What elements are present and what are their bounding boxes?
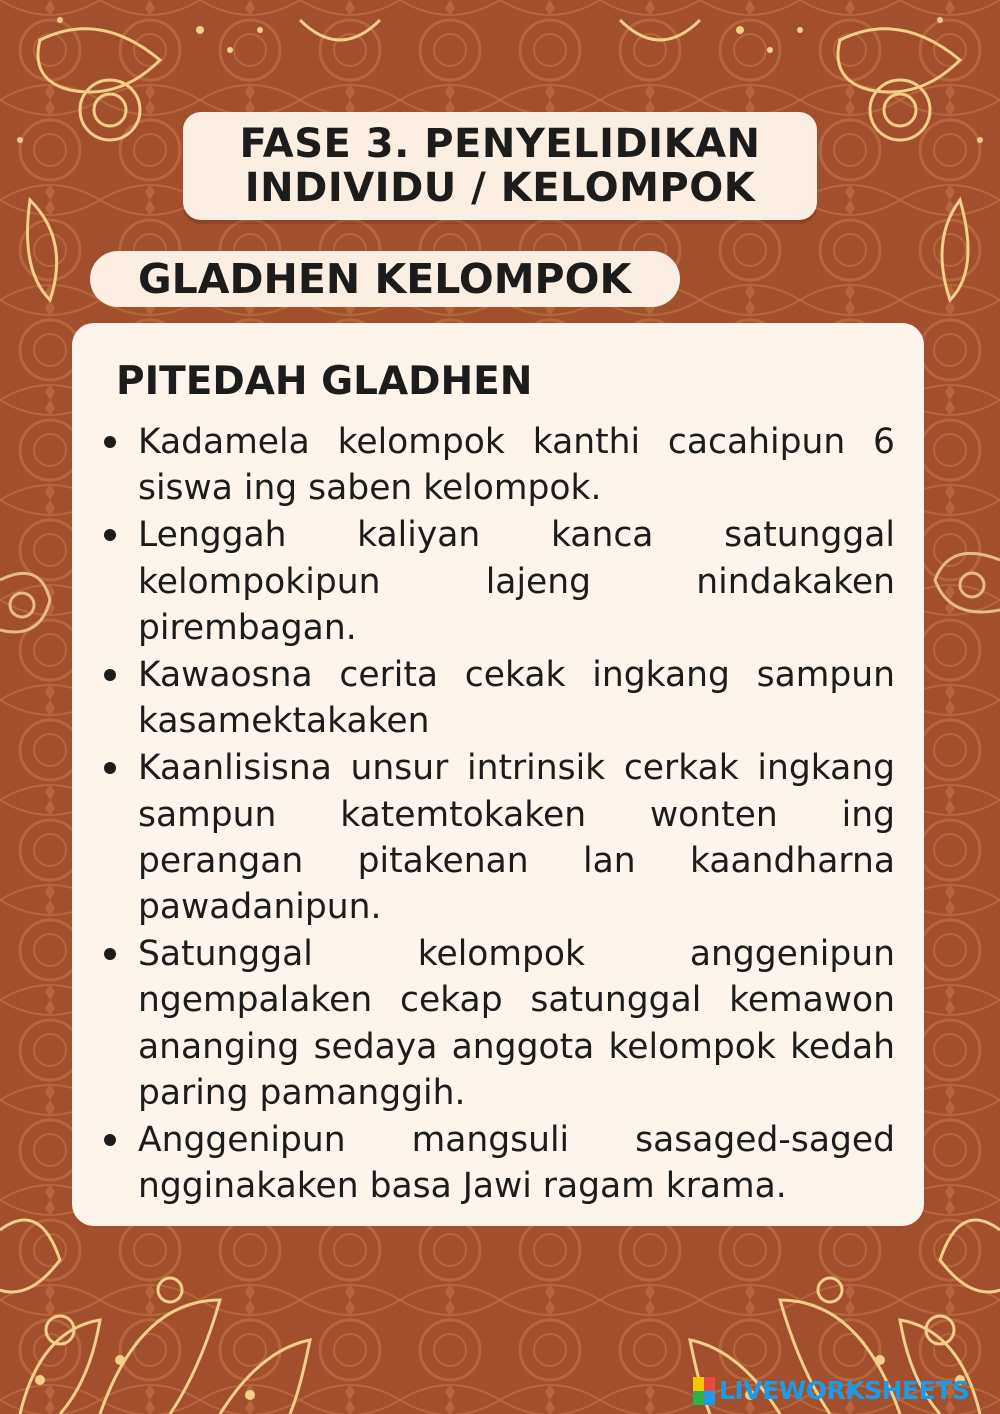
list-item-text: Anggenipun mangsuli sasaged-saged ngginakaken basa Jawi ragam krama. xyxy=(138,1120,895,1207)
instructions-list xyxy=(102,419,895,1210)
liveworksheets-watermark[interactable] xyxy=(693,1376,969,1406)
bullet-icon xyxy=(104,762,116,774)
list-item-text: Kadamela kelompok kanthi cacahipun 6 siswa ing saben kelompok. xyxy=(138,422,895,509)
instructions-heading: PITEDAH GLADHEN xyxy=(116,359,533,404)
liveworksheets-logo-icon xyxy=(693,1377,715,1405)
phase-title-line-2: INDIVIDU / KELOMPOK xyxy=(244,165,756,211)
list-item-text: Satunggal kelompok anggenipun ngempalaken cekap satunggal kemawon ananging sedaya anggota kelompok kedah paring pamanggih. xyxy=(138,934,895,1113)
list-item xyxy=(102,1117,895,1209)
list-item xyxy=(102,652,895,744)
bullet-icon xyxy=(104,1134,116,1146)
bullet-icon xyxy=(104,529,116,541)
list-item-text: Lenggah kaliyan kanca satunggal kelompokipun lajeng nindakaken pirembagan. xyxy=(138,515,895,648)
phase-title-line-1: FASE 3. PENYELIDIKAN xyxy=(239,121,761,167)
list-item xyxy=(102,745,895,930)
instructions-card xyxy=(72,323,924,1226)
section-title: GLADHEN KELOMPOK xyxy=(138,255,632,303)
list-item xyxy=(102,512,895,651)
list-item xyxy=(102,419,895,511)
watermark-text: LIVEWORKSHEETS xyxy=(719,1376,970,1405)
list-item-text: Kaanlisisna unsur intrinsik cerkak ingkang sampun katemtokaken wonten ing perangan pitakenan lan kaandharna pawadanipun. xyxy=(138,748,895,928)
bullet-icon xyxy=(104,669,116,681)
list-item xyxy=(102,931,895,1116)
phase-title-box xyxy=(183,112,817,220)
list-item-text: Kawaosna cerita cekak ingkang sampun kasamektakaken xyxy=(138,655,895,742)
bullet-icon xyxy=(104,948,116,960)
bullet-icon xyxy=(104,436,116,448)
